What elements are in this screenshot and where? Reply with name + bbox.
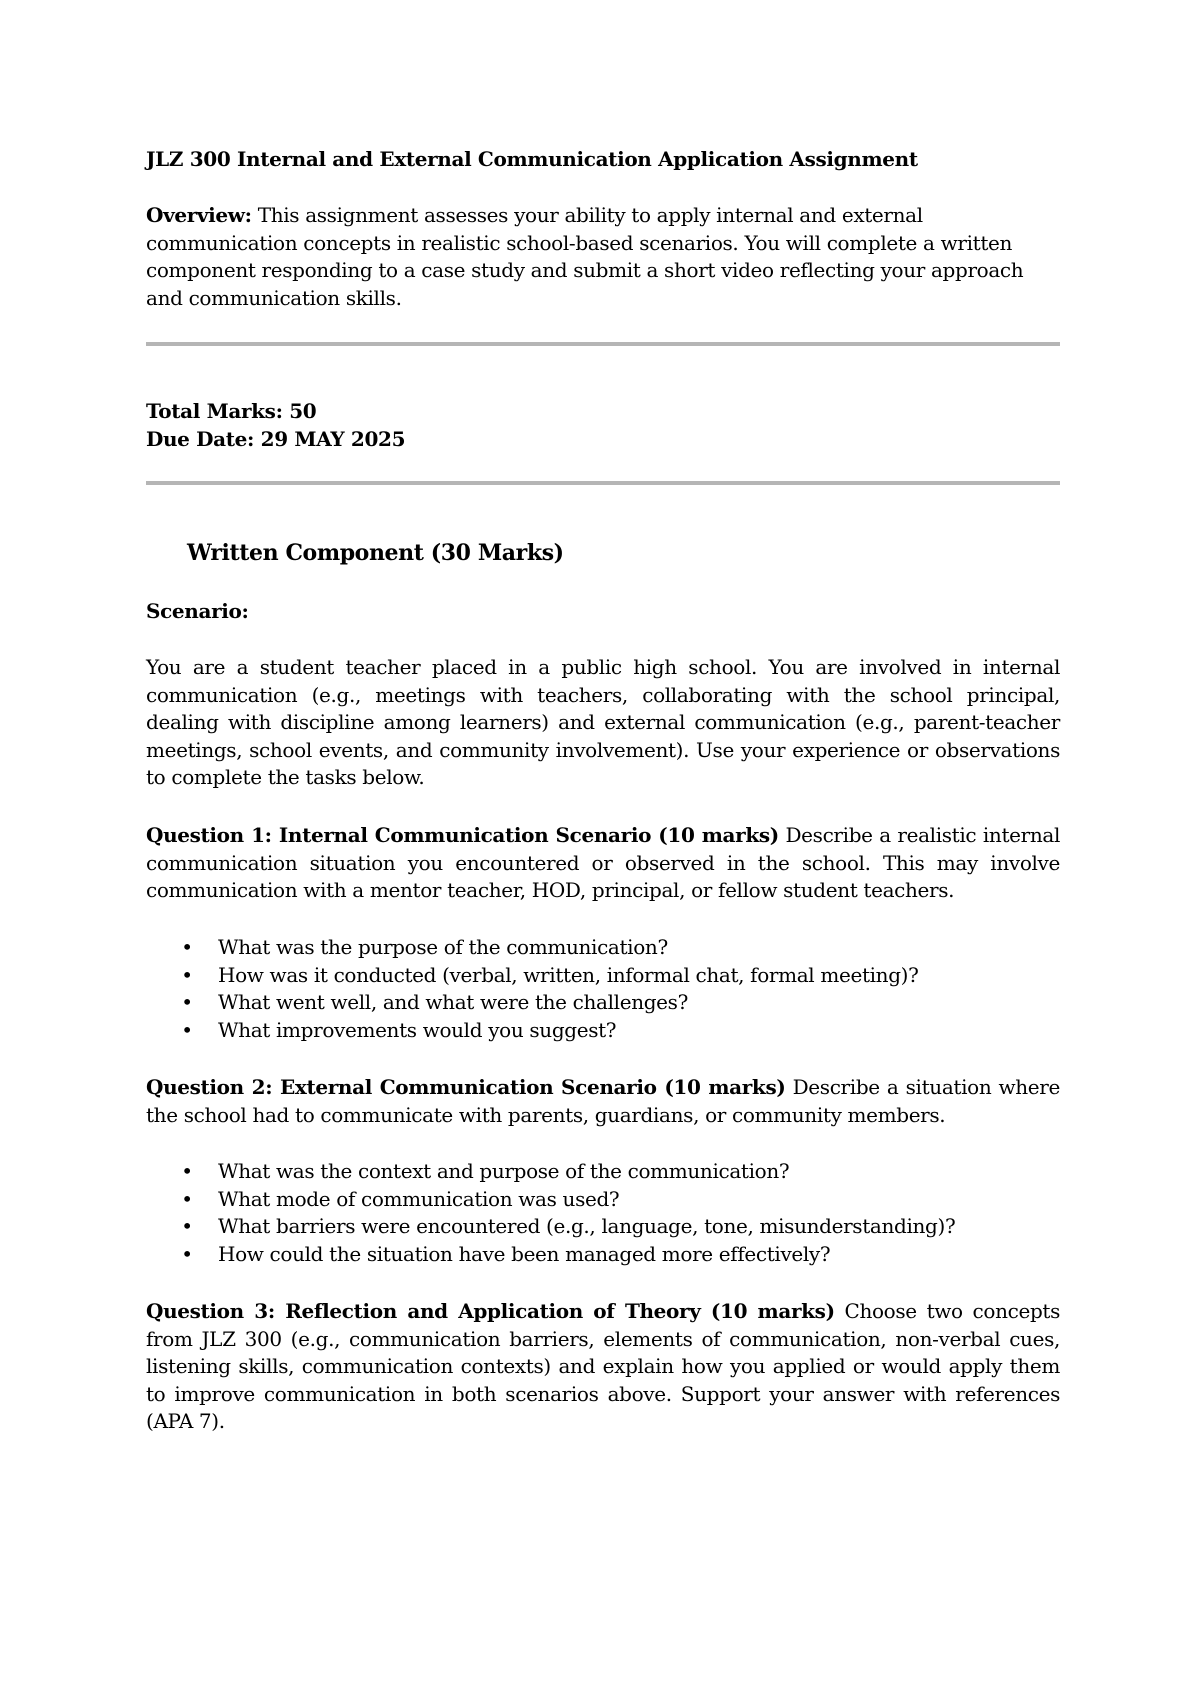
overview-paragraph bbox=[146, 202, 1060, 312]
list-item-text: What improvements would you suggest? bbox=[218, 1017, 617, 1042]
due-date: Due Date: 29 MAY 2025 bbox=[146, 427, 406, 451]
question-2-paragraph bbox=[146, 1074, 1060, 1129]
question-1-text: Describe a realistic internal communication situation you encountered or observed in the school. This may involve communication with a mentor teacher, HOD, principal, or fellow student teachers. bbox=[146, 823, 1060, 903]
document-title: JLZ 300 Internal and External Communication Application Assignment bbox=[146, 147, 918, 171]
scenario-label: Scenario: bbox=[146, 599, 249, 623]
list-item bbox=[146, 989, 1060, 1017]
list-item bbox=[146, 1158, 1060, 1186]
list-item-text: What barriers were encountered (e.g., language, tone, misunderstanding)? bbox=[218, 1214, 956, 1239]
bullet-icon: • bbox=[181, 962, 193, 987]
list-item-text: What mode of communication was used? bbox=[218, 1186, 620, 1211]
question-2-bullet-list bbox=[146, 1158, 1060, 1268]
list-item bbox=[146, 1213, 1060, 1241]
bullet-icon: • bbox=[181, 1241, 193, 1266]
list-item-text: What went well, and what were the challenges? bbox=[218, 990, 688, 1015]
scenario-paragraph: You are a student teacher placed in a public high school. You are involved in internal communication (e.g., meetings with teachers, collaborating with the school principal, dealing with discipline among learners) and external communication (e.g., parent-teacher meetings, school events, and community involvement). Use your experience or observations to complete the tasks below. bbox=[146, 655, 1060, 790]
overview-label: Overview: bbox=[146, 203, 252, 227]
question-3-title: Question 3: Reflection and Application of Theory (10 marks) bbox=[146, 1299, 835, 1323]
list-item-text: What was the context and purpose of the communication? bbox=[218, 1159, 790, 1183]
question-1-title: Question 1: Internal Communication Scenario (10 marks) bbox=[146, 823, 779, 847]
list-item bbox=[146, 1241, 1060, 1269]
horizontal-rule-bottom bbox=[146, 481, 1060, 485]
bullet-icon: • bbox=[181, 935, 193, 959]
bullet-icon: • bbox=[181, 1186, 193, 1211]
question-1-paragraph bbox=[146, 822, 1060, 905]
list-item bbox=[146, 1186, 1060, 1214]
list-item-text: How could the situation have been managed more effectively? bbox=[218, 1241, 831, 1266]
total-marks: Total Marks: 50 bbox=[146, 399, 317, 423]
question-2-text: Describe a situation where the school had to communicate with parents, guardians, or community members. bbox=[146, 1075, 1060, 1127]
bullet-icon: • bbox=[181, 1017, 193, 1042]
question-1-bullet-list bbox=[146, 934, 1060, 1044]
horizontal-rule-top bbox=[146, 342, 1060, 346]
list-item bbox=[146, 962, 1060, 990]
bullet-icon: • bbox=[181, 990, 193, 1015]
question-3-paragraph bbox=[146, 1298, 1060, 1436]
list-item-text: What was the purpose of the communication? bbox=[218, 935, 668, 959]
question-3-text: Choose two concepts from JLZ 300 (e.g., communication barriers, elements of communication, non-verbal cues, listening skills, communication contexts) and explain how you applied or would apply them to improve communication in both scenarios above. Support your answer with references (APA 7). bbox=[146, 1299, 1060, 1434]
list-item-text: How was it conducted (verbal, written, informal chat, formal meeting)? bbox=[218, 962, 919, 987]
list-item bbox=[146, 934, 1060, 962]
list-item bbox=[146, 1017, 1060, 1045]
bullet-icon: • bbox=[181, 1159, 193, 1183]
question-2-title: Question 2: External Communication Scenario (10 marks) bbox=[146, 1075, 786, 1099]
overview-text: This assignment assesses your ability to apply internal and external communication concepts in realistic school-based scenarios. You will complete a written component responding to a case study and submit a short video reflecting your approach and communication skills. bbox=[146, 203, 1024, 310]
bullet-icon: • bbox=[181, 1214, 193, 1239]
section-heading: Written Component (30 Marks) bbox=[187, 540, 564, 566]
